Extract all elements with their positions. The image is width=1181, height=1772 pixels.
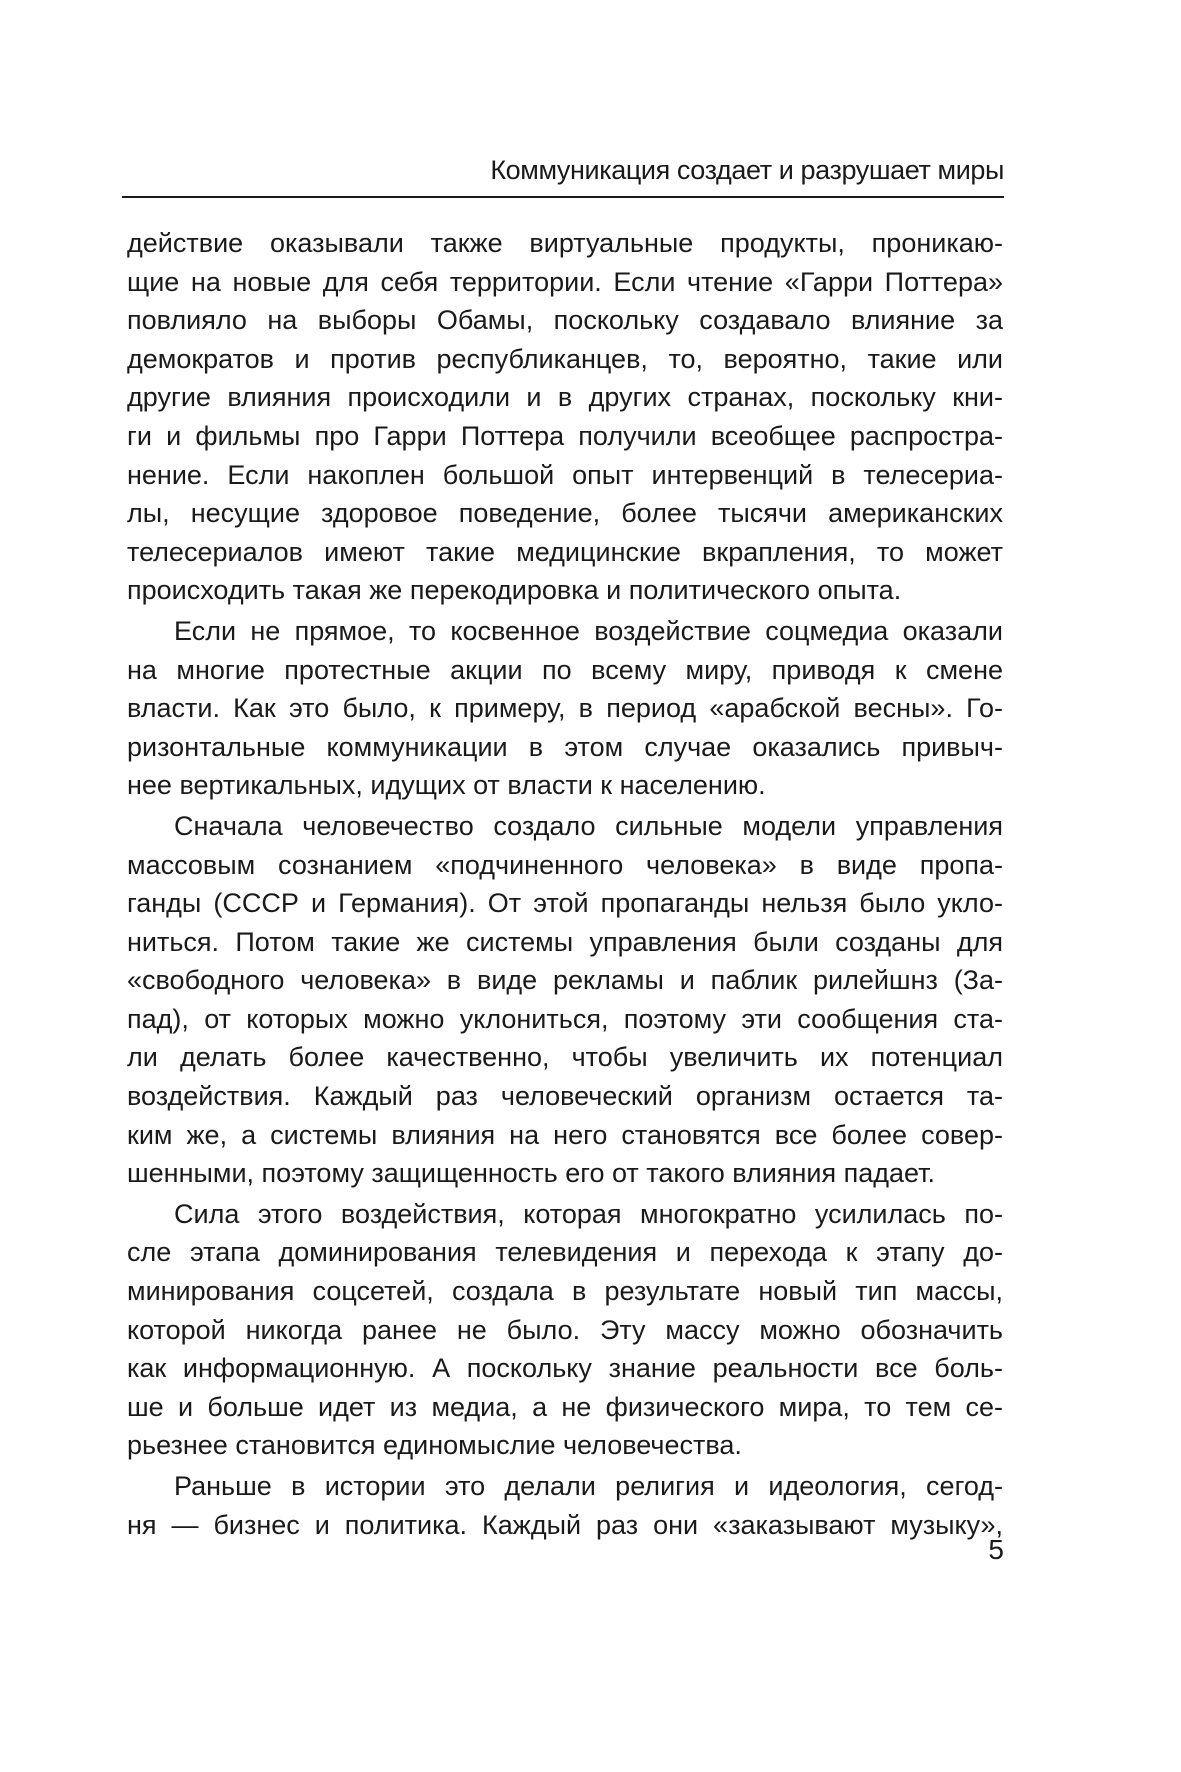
text-line: нение. Если накоплен большой опыт интервенций в телесериа- [127,459,1003,490]
text-line: ризонтальные коммуникации в этом случае оказались привыч- [127,731,1003,762]
text-line: происходить такая же перекодировка и политического опыта. [127,575,902,606]
text-line: нее вертикальных, идущих от власти к населению. [127,770,766,801]
text-line: на многие протестные акции по всему миру, приводя к смене [127,654,1003,685]
text-line: ниться. Потом такие же системы управления были созданы для [127,926,1003,957]
text-line: минирования соцсетей, создала в результате новый тип массы, [127,1276,1003,1307]
header-rule [122,196,1004,198]
text-line: ганды (СССР и Германия). От этой пропаганды нельзя было укло- [127,888,1003,919]
text-line: власти. Как это было, к примеру, в период «арабской весны». Го- [127,693,1003,724]
text-line: массовым сознанием «подчиненного человека» в виде пропа- [127,849,1003,880]
page-number: 5 [988,1534,1004,1565]
text-line: лы, несущие здоровое поведение, более тысячи американских [127,498,1003,529]
text-line: другие влияния происходили и в других странах, поскольку кни- [127,382,1003,413]
text-line: телесериалов имеют такие медицинские вкрапления, то может [127,536,1003,567]
text-line: которой никогда ранее не было. Эту массу можно обозначить [127,1314,1003,1345]
text-line: ги и фильмы про Гарри Поттера получили всеобщее распростра- [127,420,1003,451]
body-text [127,224,1003,1544]
paragraph-first-line: Сила этого воздействия, которая многократно усилилась по- [174,1198,1003,1229]
paragraph-first-line: Сначала человечество создало сильные модели управления [174,810,1003,841]
text-line: «свободного человека» в виде рекламы и паблик рилейшнз (За- [127,965,1003,996]
text-line: ли делать более качественно, чтобы увеличить их потенциал [127,1042,1003,1073]
running-header: Коммуникация создает и разрушает миры [490,155,1004,185]
text-line: сле этапа доминирования телевидения и перехода к этапу до- [127,1237,1003,1268]
text-line: ким же, а системы влияния на него становятся все более совер- [127,1119,1003,1150]
text-line: шенными, поэтому защищенность его от такого влияния падает. [127,1158,935,1189]
text-line: пад), от которых можно уклониться, поэтому эти сообщения ста- [127,1003,1003,1034]
text-line: демократов и против республиканцев, то, вероятно, такие или [127,343,1003,374]
text-line: действие оказывали также виртуальные продукты, проникаю- [127,228,1003,258]
text-line: воздействия. Каждый раз человеческий организм остается та- [127,1081,1003,1112]
paragraph-first-line: Раньше в истории это делали религия и идеология, сегод- [174,1471,1003,1501]
text-line: ня — бизнес и политика. Каждый раз они «заказывают музыку», [127,1509,1003,1540]
text-line: повлияло на выборы Обамы, поскольку создавало влияние за [127,305,1003,336]
text-line: щие на новые для себя территории. Если чтение «Гарри Поттера» [127,266,1003,297]
text-line: рьезнее становится единомыслие человечества. [127,1430,742,1461]
text-line: ше и больше идет из медиа, а не физического мира, то тем се- [127,1391,1003,1422]
text-line: как информационную. А поскольку знание реальности все боль- [127,1353,1003,1384]
paragraph-first-line: Если не прямое, то косвенное воздействие соцмедиа оказали [174,615,1003,646]
